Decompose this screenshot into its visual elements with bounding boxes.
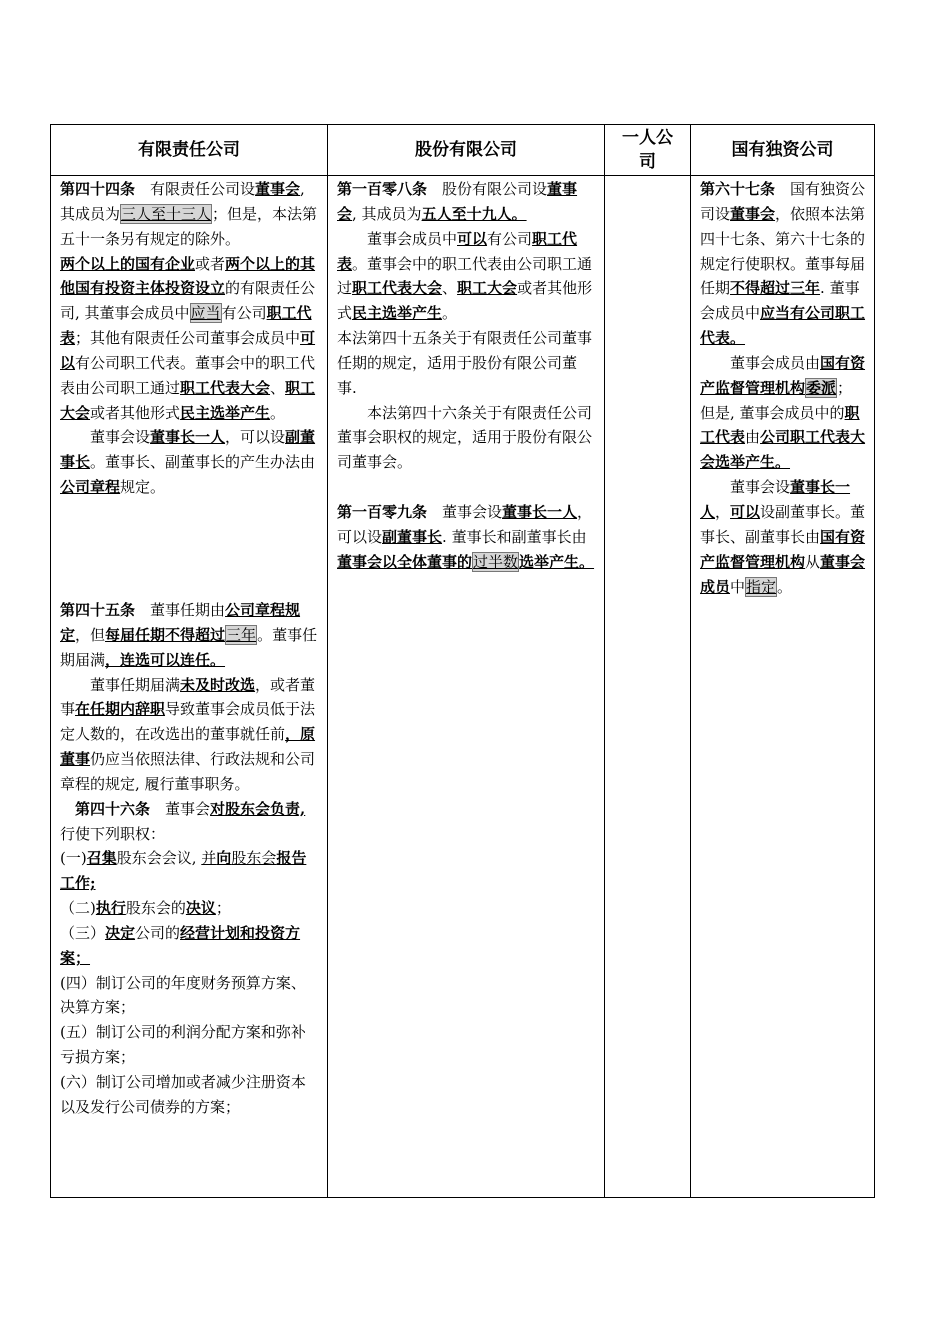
- article-46-item-5: (五）制订公司的利润分配方案和弥补亏损方案；: [60, 1023, 306, 1067]
- article-109-title: 第一百零九条: [337, 503, 428, 522]
- article-108-paragraph: 第一百零八条 股份有限公司设董事会, 其成员为五人至十九人。: [337, 180, 578, 223]
- article-46-item-6: (六）制订公司增加或者减少注册资本以及发行公司债券的方案；: [60, 1073, 306, 1116]
- article-108-paragraph-2: 董事会成员中可以有公司职工代表。董事会中的职工代表由公司职工通过职工代表大会、职工大会或者其他形式民主选举产生。: [337, 229, 593, 323]
- article-44-paragraph-3: 董事会设董事长一人，可以设副董事长。董事长、副董事长的产生办法由公司章程规定。: [60, 428, 316, 497]
- cell-joint-stock-company: [328, 176, 605, 1198]
- article-46-item-1: (一)召集股东会会议, 并向股东会报告工作;: [60, 849, 307, 893]
- article-67-paragraph-3: 董事会设董事长一人，可以设副董事长。董事长、副董事长由国有资产监督管理机构从董事会成员中指定。: [700, 478, 866, 596]
- article-67-paragraph-2: 董事会成员由国有资产监督管理机构委派；但是, 董事会成员中的职工代表由公司职工代表大会选举产生。: [700, 353, 866, 472]
- article-44-paragraph-2: 两个以上的国有企业或者两个以上的其他国有投资主体投资设立的有限责任公司, 其董事会成员中应当有公司职工代表；其他有限责任公司董事会成员中可以有公司职工代表。董事会中的职工代表由公司职工通过职工代表大会、职工大会或者其他形式民主选举产生。: [60, 254, 316, 422]
- table-body-row: [51, 176, 875, 1198]
- article-45-title: 第四十五条: [60, 600, 136, 619]
- article-46-title: 第四十六条: [75, 799, 151, 818]
- article-44-paragraph: 第四十四条 有限责任公司设董事会, 其成员为三人至十三人；但是，本法第五十一条另有规定的除外。: [60, 180, 318, 248]
- header-one-person-company: 一人公司: [605, 125, 691, 176]
- article-67-title: 第六十七条: [700, 180, 776, 198]
- article-108-title: 第一百零八条: [337, 180, 428, 198]
- table-header-row: [51, 125, 875, 176]
- article-46-paragraph: 第四十六条 董事会对股东会负责,行使下列职权：: [60, 799, 306, 843]
- article-46-item-3: （三）决定公司的经营计划和投资方案；: [60, 923, 301, 967]
- cell-wholly-state-owned-company: [691, 176, 875, 1198]
- cell-limited-liability-company: [51, 176, 328, 1198]
- company-law-comparison-table: [50, 124, 875, 1198]
- cell-one-person-company: [605, 176, 691, 1198]
- article-46-item-4: (四）制订公司的年度财务预算方案、决算方案；: [60, 973, 306, 1017]
- header-wholly-state-owned-company: 国有独资公司: [691, 125, 875, 176]
- article-108-paragraph-3: 本法第四十五条关于有限责任公司董事任期的规定，适用于股份有限公司董事.: [337, 329, 593, 397]
- spacer: [337, 475, 596, 500]
- article-67-paragraph: 第六十七条 国有独资公司设董事会，依照本法第四十七条、第六十七条的规定行使职权。董事每届任期不得超过三年. 董事会成员中应当有公司职工代表。: [700, 180, 866, 348]
- header-limited-liability-company: 有限责任公司: [51, 125, 328, 176]
- article-45-paragraph-2: 董事任期届满未及时改选，或者董事在任期内辞职导致董事会成员低于法定人数的，在改选出的董事就任前，原董事仍应当依照法律、行政法规和公司章程的规定, 履行董事职务。: [60, 675, 316, 793]
- article-45-paragraph: 第四十五条 董事任期由公司章程规定，但每届任期不得超过三年。董事任期届满，连选可以连任。: [60, 600, 318, 669]
- article-46-item-2: （二)执行股东会的决议；: [60, 899, 231, 918]
- article-108-paragraph-4: 本法第四十六条关于有限责任公司董事会职权的规定，适用于股份有限公司董事会。: [337, 403, 593, 472]
- article-109-paragraph: 第一百零九条 董事会设董事长一人，可以设副董事长. 董事长和副董事长由董事会以全体董事的过半数选举产生。: [337, 503, 595, 571]
- spacer: [60, 500, 319, 598]
- header-joint-stock-company: 股份有限公司: [328, 125, 605, 176]
- article-44-title: 第四十四条: [60, 180, 136, 198]
